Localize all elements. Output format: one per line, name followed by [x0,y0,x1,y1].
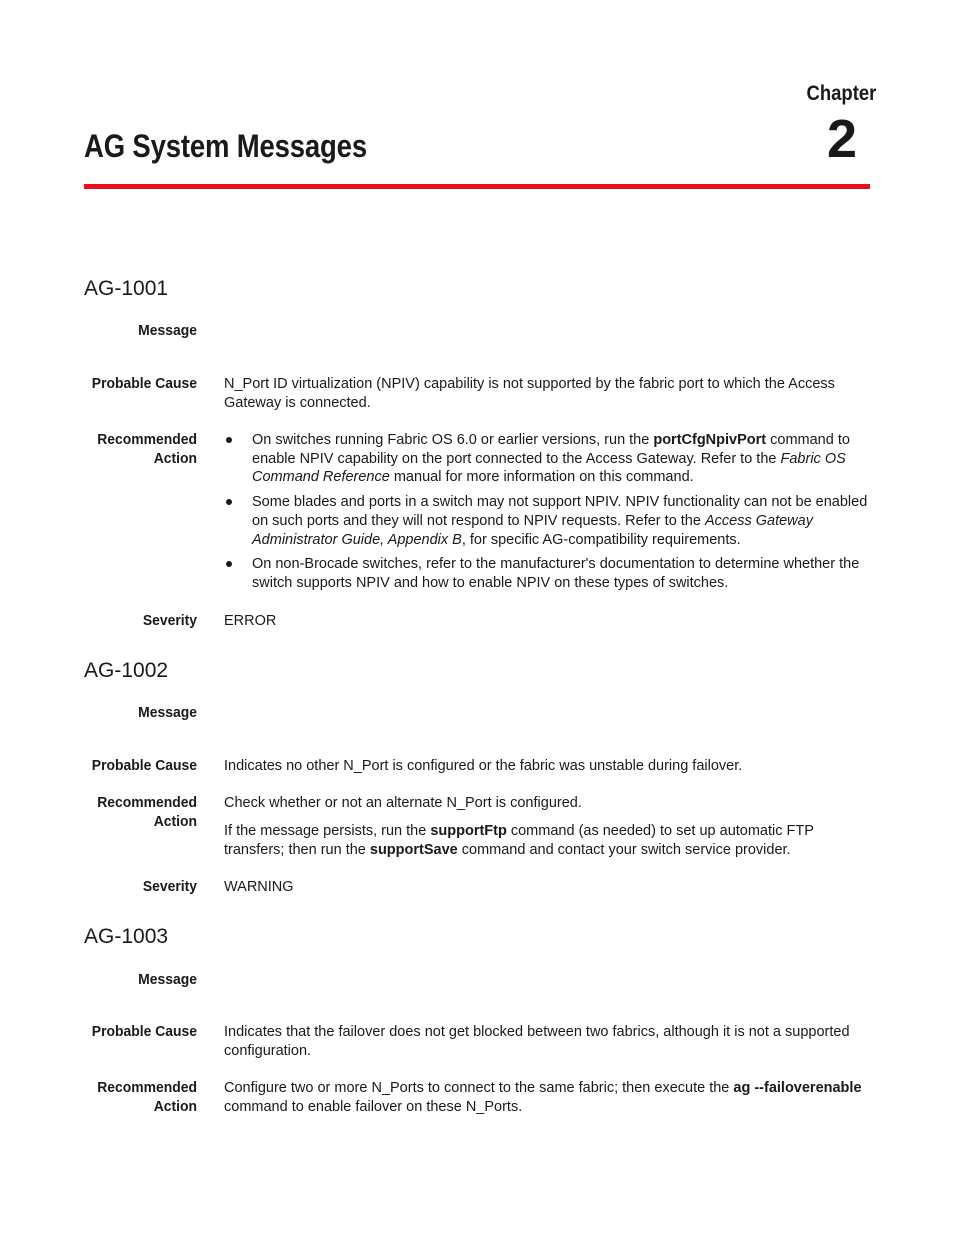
recommended-label-line2: Action [153,450,197,467]
severity-label: Severity [142,613,197,629]
text-run: command to enable NPIV capability on the port connected to the Access Gateway. Refer to the [252,432,850,467]
chapter-title: AG System Messages [84,128,367,164]
severity-value: WARNING [224,879,294,895]
message-label: Message [138,972,197,988]
recommended-action-label [65,1079,197,1116]
message-label: Message [138,705,197,721]
recommended-action-text [224,822,870,859]
bullet-icon [226,561,232,567]
recommended-label-line2: Action [153,1098,197,1115]
recommended-action-label [65,431,197,468]
recommended-label-line2: Action [153,813,197,830]
command-name: portCfgNpivPort [653,432,767,448]
chapter-label: Chapter [806,82,876,105]
list-item [224,431,870,487]
section-heading-ag-1001: AG-1001 [84,277,169,300]
text-run: manual for more information on this command. [389,469,694,486]
text-run: Configure two or more N_Ports to connect to the same fabric; then execute the [224,1080,734,1096]
bullet-icon [226,499,232,505]
list-item [224,493,870,549]
command-name: ag --failoverenable [733,1080,862,1096]
recommended-action-label [65,794,197,831]
probable-cause-label: Probable Cause [91,758,197,774]
book-reference: Access Gateway Administrator Guide, Appendix B [252,512,813,548]
text-run: If the message persists, run the [224,823,431,839]
text-run: On switches running Fabric OS 6.0 or earlier versions, run the [252,432,654,448]
recommended-label-line1: Recommended [97,795,197,811]
probable-cause-label: Probable Cause [91,1024,197,1040]
text-run: command and contact your switch service provider. [457,841,791,858]
chapter-number: 2 [826,109,857,169]
command-name: supportFtp [430,823,507,839]
severity-label: Severity [142,879,197,895]
probable-cause-label: Probable Cause [91,376,197,392]
recommended-action-text: Check whether or not an alternate N_Port is configured. [224,795,582,811]
probable-cause-text: N_Port ID virtualization (NPIV) capability is not supported by the fabric port to which the Access Gateway is connected. [224,376,835,411]
recommended-label-line1: Recommended [97,432,197,448]
text-run: command to enable failover on these N_Ports. [224,1098,523,1115]
probable-cause-text: Indicates no other N_Port is configured or the fabric was unstable during failover. [224,758,743,774]
chapter-divider [84,184,870,189]
text-run: Some blades and ports in a switch may not support NPIV. NPIV functionality can not be enabled on such ports and they will not respond to NPIV requests. Refer to the [252,494,868,529]
severity-value: ERROR [224,613,277,629]
list-item [224,555,870,592]
bullet-icon [226,437,232,443]
section-heading-ag-1002: AG-1002 [84,659,169,682]
text-run: command (as needed) to set up automatic FTP transfers; then run the [224,823,814,858]
text-run: On non-Brocade switches, refer to the manufacturer's documentation to determine whether the switch supports NPIV and how to enable NPIV on these types of switches. [252,556,860,591]
recommended-action-list [224,431,870,599]
recommended-label-line1: Recommended [97,1080,197,1096]
probable-cause-text: Indicates that the failover does not get blocked between two fabrics, although it is not a supported configuration. [224,1024,850,1059]
message-label: Message [138,323,197,339]
section-heading-ag-1003: AG-1003 [84,925,169,948]
recommended-action-text [224,1079,870,1116]
text-run: , for specific AG-compatibility requirements. [461,531,741,548]
command-name: supportSave [369,841,458,858]
book-reference: Fabric OS Command Reference [252,450,846,486]
